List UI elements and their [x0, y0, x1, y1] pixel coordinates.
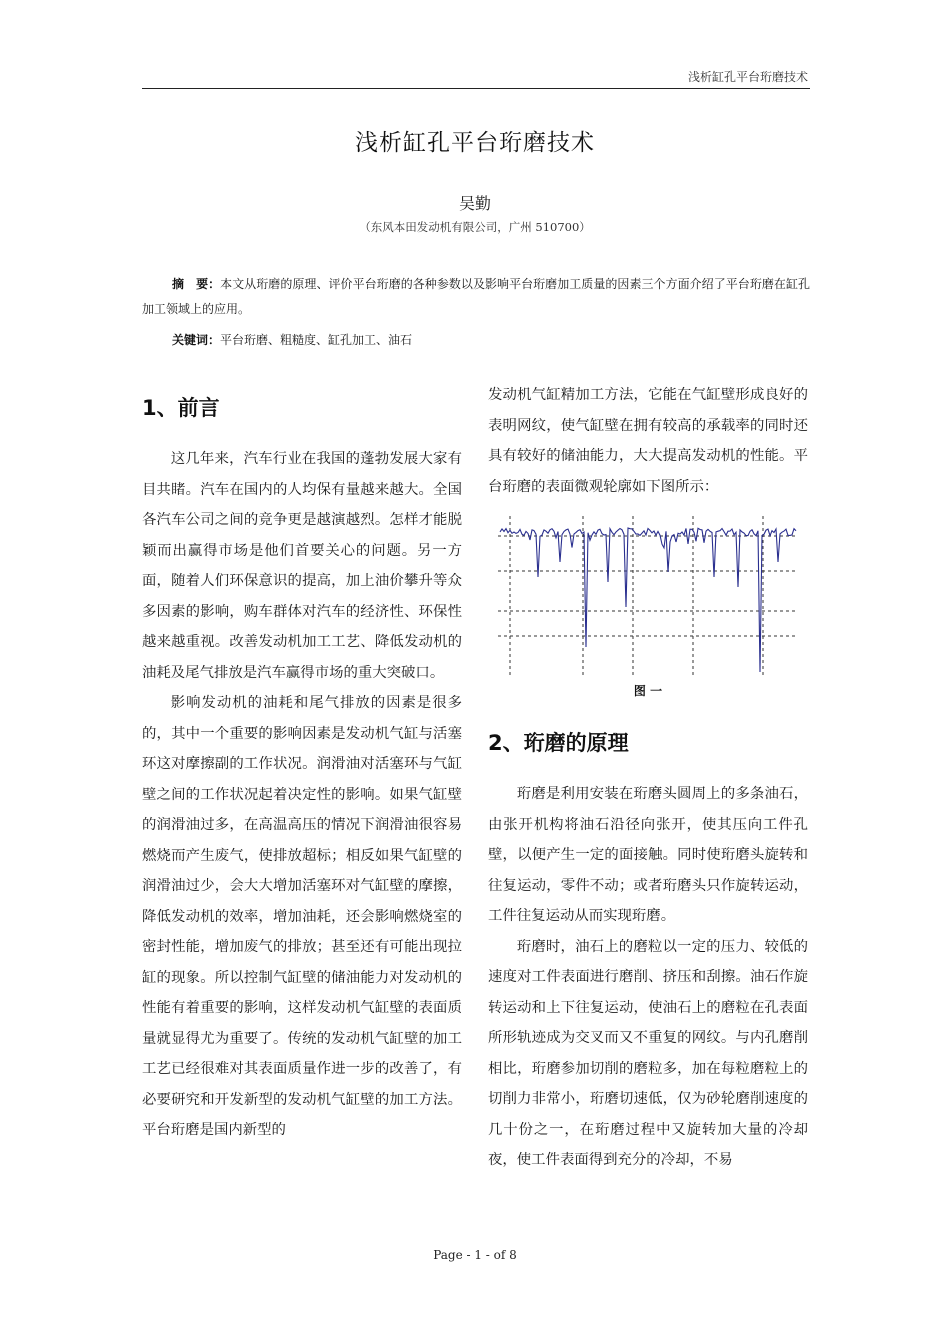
surface-profile-figure	[498, 516, 798, 676]
page-number: Page - 1 - of 8	[433, 1248, 517, 1262]
section-2-paragraph: 珩磨是利用安装在珩磨头圆周上的多条油石，由张开机构将油石沿径向张开，使其压向工件孔壁，以便产生一定的面接触。同时使珩磨头旋转和往复运动，零件不动；或者珩磨头只作旋转运动，工件往复运动从而实现珩磨。	[488, 786, 808, 924]
paper-title: 浅析缸孔平台珩磨技术	[355, 130, 595, 156]
intro-continuation-paragraph: 发动机气缸精加工方法，它能在气缸壁形成良好的表明网纹，使气缸壁在拥有较高的承载率的同时还具有较好的储油能力，大大提高发动机的性能。平台珩磨的表面微观轮廓如下图所示：	[488, 387, 808, 495]
surface-profile-line	[500, 528, 796, 672]
keywords	[172, 330, 810, 350]
keywords-text: 平台珩磨、粗糙度、缸孔加工、油石	[220, 333, 413, 347]
figure-grid	[498, 516, 798, 676]
author-name: 吴勤	[458, 194, 491, 213]
right-column	[488, 380, 808, 1176]
author-affiliation: （东风本田发动机有限公司，广州 510700）	[359, 220, 591, 234]
abstract-text: 本文从珩磨的原理、评价平台珩磨的各种参数以及影响平台珩磨加工质量的因素三个方面介绍了平台珩磨在缸孔加工领域上的应用。	[142, 277, 810, 316]
header-rule	[142, 88, 810, 89]
surface-profile-graph	[498, 516, 798, 676]
running-header: 浅析缸孔平台珩磨技术	[687, 70, 808, 84]
figure-caption: 图 一	[633, 684, 663, 698]
section-2-paragraph: 珩磨时，油石上的磨粒以一定的压力、较低的速度对工件表面进行磨削、挤压和刮擦。油石作旋转运动和上下往复运动，使油石上的磨粒在孔表面所形轨迹成为交叉而又不重复的网纹。与内孔磨削相比，珩磨参加切削的磨粒多，加在每粒磨粒上的切削力非常小，珩磨切速低，仅为砂轮磨削速度的几十份之一，在珩磨过程中又旋转加大量的冷却夜，使工件表面得到充分的冷却，不易	[488, 938, 808, 1168]
abstract	[142, 272, 810, 322]
keywords-label: 关键词：	[172, 333, 221, 347]
section-1-title: 1、前言	[142, 396, 220, 420]
abstract-label: 摘 要：	[172, 277, 221, 291]
section-1-paragraph: 这几年来，汽车行业在我国的蓬勃发展大家有目共睹。汽车在国内的人均保有量越来越大。全国各汽车公司之间的竞争更是越演越烈。怎样才能脱颖而出赢得市场是他们首要关心的问题。另一方面，随着人们环保意识的提高，加上油价攀升等众多因素的影响，购车群体对汽车的经济性、环保性越来越重视。改善发动机加工工艺、降低发动机的油耗及尾气排放是汽车赢得市场的重大突破口。	[142, 451, 462, 681]
section-1-paragraph: 影响发动机的油耗和尾气排放的因素是很多的，其中一个重要的影响因素是发动机气缸与活塞环这对摩擦副的工作状况。润滑油对活塞环与气缸壁之间的工作状况起着决定性的影响。如果气缸壁的润滑油过多，在高温高压的情况下润滑油很容易燃烧而产生废气，使排放超标；相反如果气缸壁的润滑油过少，会大大增加活塞环对气缸壁的摩擦，降低发动机的效率，增加油耗，还会影响燃烧室的密封性能，增加废气的排放；甚至还有可能出现拉缸的现象。所以控制气缸壁的储油能力对发动机的性能有着重要的影响，这样发动机气缸壁的表面质量就显得尤为重要了。传统的发动机气缸壁的加工工艺已经很难对其表面质量作进一步的改善了，有必要研究和开发新型的发动机气缸壁的加工方法。平台珩磨是国内新型的	[142, 695, 462, 1138]
section-2-title: 2、珩磨的原理	[488, 731, 629, 755]
left-column	[142, 392, 462, 1146]
